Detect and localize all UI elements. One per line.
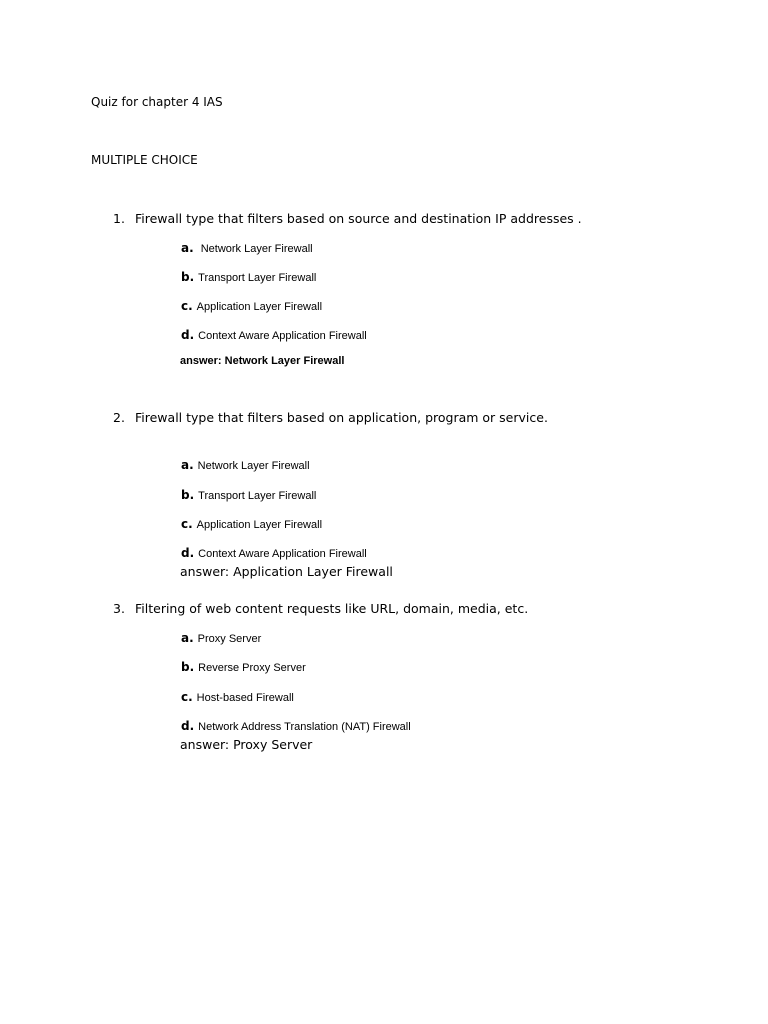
option-text: Application Layer Firewall (196, 519, 323, 531)
option-letter: c. (181, 690, 193, 704)
option-letter: b. (181, 660, 195, 674)
option-text: Network Layer Firewall (197, 460, 310, 472)
question-2-option-a (181, 458, 310, 472)
option-text: Context Aware Application Firewall (198, 330, 367, 342)
option-letter: b. (181, 270, 195, 284)
option-letter: d. (181, 328, 195, 342)
question-3-text: Filtering of web content requests like URL, domain, media, etc. (135, 601, 529, 616)
question-1-text: Firewall type that filters based on source and destination IP addresses . (135, 211, 582, 226)
question-3-option-d (181, 719, 411, 733)
option-letter: a. (181, 458, 194, 472)
option-text: Network Address Translation (NAT) Firewall (198, 721, 411, 733)
question-2-option-c (181, 517, 322, 531)
option-letter: d. (181, 719, 195, 733)
question-3-answer: answer: Proxy Server (180, 737, 313, 752)
question-3-option-b (181, 660, 306, 674)
option-text: Network Layer Firewall (197, 243, 313, 255)
option-text: Reverse Proxy Server (198, 662, 306, 674)
option-letter: a. (181, 631, 194, 645)
question-1-option-b (181, 270, 316, 284)
option-letter: c. (181, 517, 193, 531)
question-1-option-a (181, 241, 313, 255)
question-3-option-c (181, 690, 294, 704)
question-3-option-a (181, 631, 261, 645)
option-text: Application Layer Firewall (196, 301, 323, 313)
question-2-answer: answer: Application Layer Firewall (180, 564, 393, 579)
document-title: Quiz for chapter 4 IAS (91, 95, 223, 109)
question-2-option-d (181, 546, 367, 560)
question-2-option-b (181, 488, 316, 502)
option-letter: d. (181, 546, 195, 560)
option-text: Host-based Firewall (196, 692, 294, 704)
question-3-number: 3. (113, 601, 125, 616)
option-letter: a. (181, 241, 194, 255)
question-1-option-c (181, 299, 322, 313)
option-letter: b. (181, 488, 195, 502)
question-1-number: 1. (113, 211, 125, 226)
section-heading: MULTIPLE CHOICE (91, 153, 198, 167)
option-text: Proxy Server (197, 633, 262, 645)
option-text: Context Aware Application Firewall (198, 548, 367, 560)
question-2-text: Firewall type that filters based on application, program or service. (135, 410, 548, 425)
question-2-number: 2. (113, 410, 125, 425)
option-text: Transport Layer Firewall (198, 272, 317, 284)
question-1-option-d (181, 328, 367, 342)
option-text: Transport Layer Firewall (198, 490, 317, 502)
option-letter: c. (181, 299, 193, 313)
question-1-answer: answer: Network Layer Firewall (180, 355, 345, 367)
